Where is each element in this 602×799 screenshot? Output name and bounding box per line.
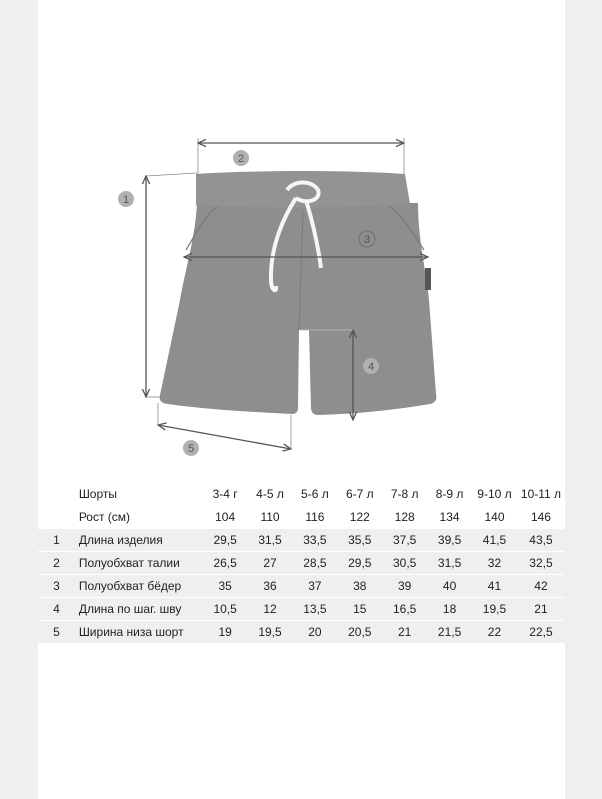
table-row: 2 Полуобхват талии 26,5 27 28,5 29,5 30,5 31,5 32 32,5 bbox=[38, 552, 565, 575]
height-row: Рост (см) 104 110 116 122 128 134 140 146 bbox=[38, 506, 565, 529]
svg-text:5: 5 bbox=[187, 443, 195, 455]
svg-text:3: 3 bbox=[363, 234, 371, 246]
size-header: 10-11 л bbox=[520, 487, 562, 501]
table-row: 4 Длина по шаг. шву 10,5 12 13,5 15 16,5 18 19,5 21 bbox=[38, 598, 565, 621]
svg-text:2: 2 bbox=[237, 153, 245, 165]
svg-text:1: 1 bbox=[122, 194, 130, 206]
svg-text:4: 4 bbox=[367, 361, 375, 373]
marker-4 bbox=[363, 358, 379, 374]
size-header: 7-8 л bbox=[390, 487, 419, 501]
leg-opening-arrow bbox=[158, 425, 291, 449]
size-header: 9-10 л bbox=[477, 487, 512, 501]
height-row-label: Рост (см) bbox=[78, 510, 131, 524]
shorts-illustration bbox=[160, 171, 437, 415]
size-header: 5-6 л bbox=[301, 487, 329, 501]
marker-2 bbox=[233, 150, 249, 166]
shorts-body bbox=[160, 203, 437, 415]
marker-1 bbox=[118, 191, 134, 207]
side-label-tag bbox=[425, 268, 431, 290]
size-table bbox=[38, 482, 565, 643]
size-header: 4-5 л bbox=[256, 487, 284, 501]
table-row: 5 Ширина низа шорт 19 19,5 20 20,5 21 21,5 22 22,5 bbox=[38, 621, 565, 644]
size-header: 3-4 г bbox=[212, 487, 238, 501]
size-header: 6-7 л bbox=[345, 487, 374, 501]
table-title: Шорты bbox=[78, 487, 118, 501]
size-header: 8-9 л bbox=[435, 487, 464, 501]
table-row: 3 Полуобхват бёдер 35 36 37 38 39 40 41 42 bbox=[38, 575, 565, 598]
table-header-row bbox=[38, 482, 565, 506]
table-row: 1 Длина изделия 29,5 31,5 33,5 35,5 37,5 39,5 41,5 43,5 bbox=[38, 529, 565, 552]
marker-5 bbox=[183, 440, 199, 456]
